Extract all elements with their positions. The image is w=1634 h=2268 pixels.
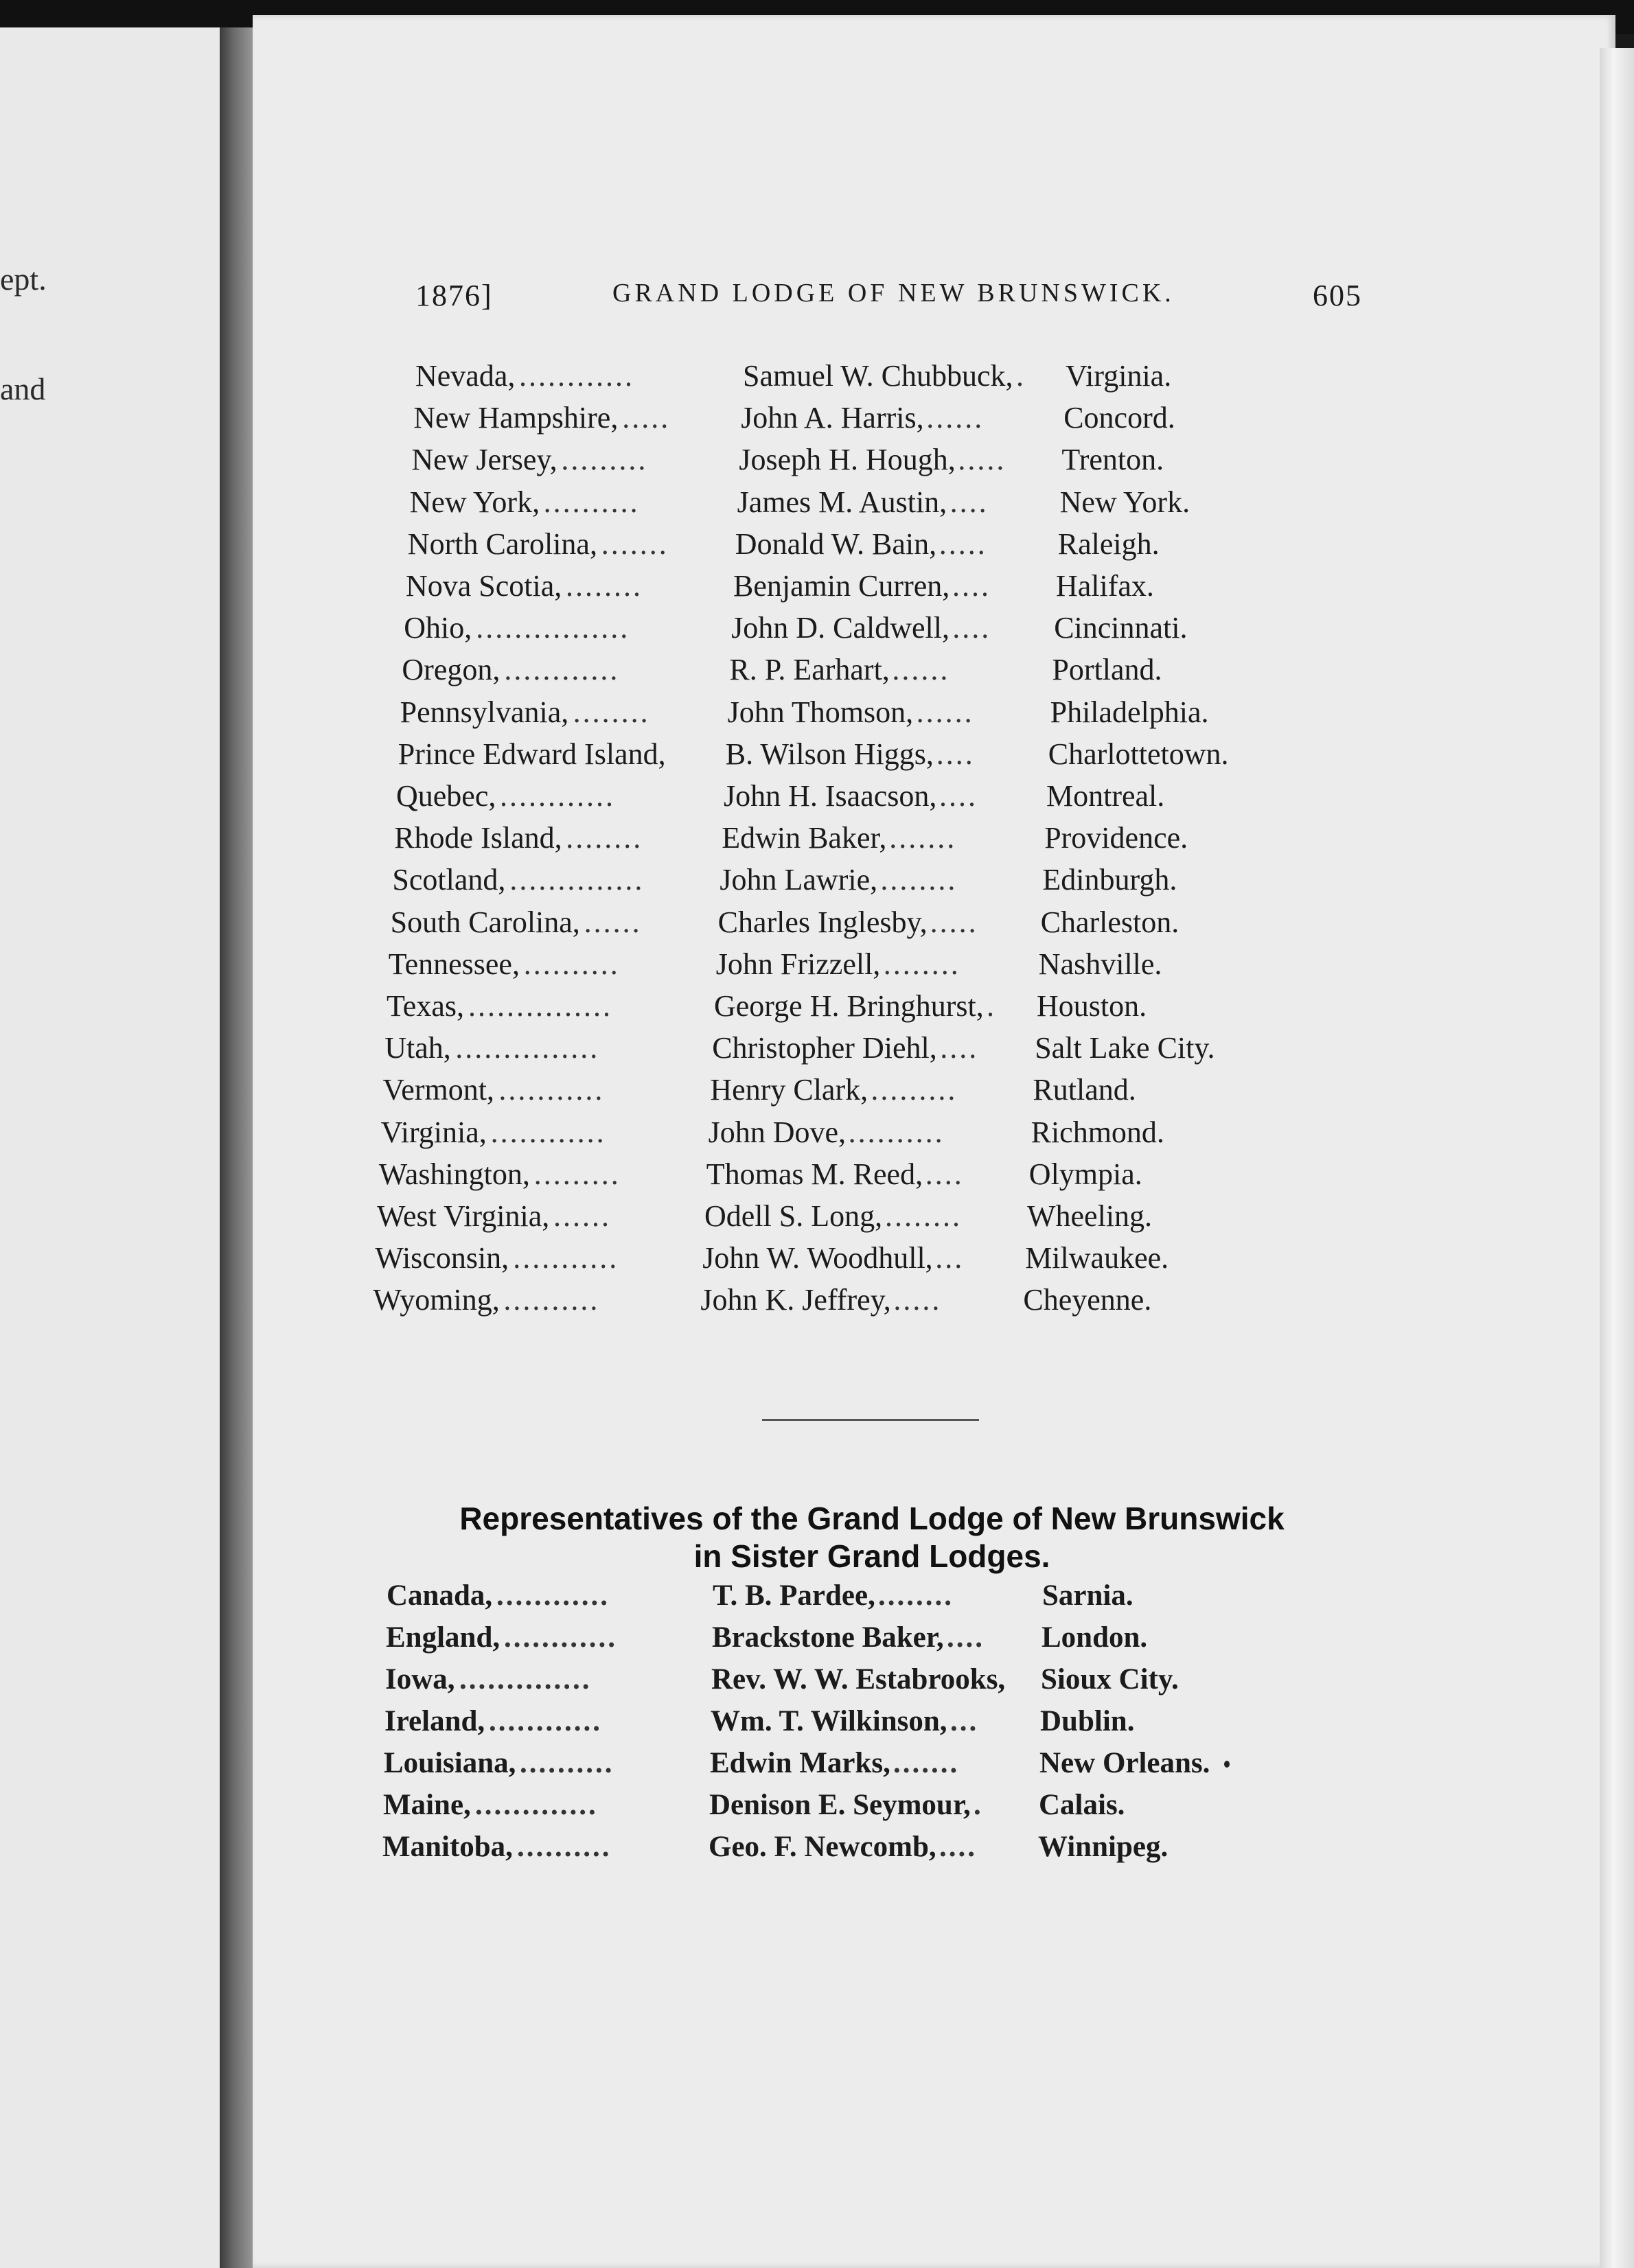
state-name: Vermont, [382, 1073, 494, 1107]
city-name: Rutland. [1033, 1073, 1136, 1107]
list-item [391, 905, 1489, 943]
leader-dots: ................ [476, 611, 630, 645]
leader-dots: ........ [883, 947, 960, 981]
leader-dots: ............ [489, 1705, 602, 1737]
representative-name: Benjamin Curren, [733, 569, 950, 603]
city-name: Montreal. [1046, 779, 1165, 813]
representative-name: John Lawrie, [720, 863, 878, 897]
state-name: Prince Edward Island, [398, 737, 666, 771]
city-name: Halifax. [1056, 569, 1154, 603]
representative-name: Joseph H. Hough, [739, 443, 956, 477]
leader-dots: .... [925, 1157, 964, 1191]
state-name: Texas, [387, 989, 464, 1023]
city-name: Sioux City. [1041, 1663, 1179, 1696]
representative-name: John H. Isaacson, [724, 779, 937, 813]
book-gutter [220, 27, 254, 2268]
list-item [377, 1199, 1475, 1237]
leader-dots: ............... [468, 989, 612, 1023]
representative-name: James M. Austin, [737, 485, 947, 519]
representative-name: George H. Bringhurst, [714, 989, 984, 1023]
leader-dots: ........... [513, 1241, 619, 1275]
city-name: Trenton. [1061, 443, 1164, 477]
leader-dots: ........ [573, 695, 650, 729]
list-item [410, 485, 1508, 523]
leader-dots: .... [952, 569, 991, 603]
list-item [408, 526, 1506, 565]
city-name: Virginia. [1066, 359, 1172, 393]
leader-dots: ......... [871, 1073, 958, 1107]
representative-name: T. B. Pardee, [713, 1579, 875, 1612]
leader-dots: ....... [893, 1747, 960, 1779]
facing-page-edge [0, 27, 220, 2268]
state-name: West Virginia, [377, 1199, 550, 1233]
list-item [411, 442, 1510, 481]
leader-dots: ........... [498, 1073, 605, 1107]
representative-name: John Thomson, [727, 695, 914, 729]
ink-speck [1224, 1761, 1230, 1768]
leader-dots: ........ [566, 569, 643, 603]
list-item [384, 1030, 1483, 1069]
representative-name: John W. Woodhull, [702, 1241, 933, 1275]
city-name: New York. [1059, 485, 1190, 519]
city-name: Portland. [1052, 653, 1162, 687]
representative-name: Denison E. Seymour, [709, 1789, 971, 1821]
section-subtitle: in Sister Grand Lodges. [693, 1538, 1050, 1574]
leader-dots: ..... [622, 401, 671, 435]
city-name: Charlottetown. [1048, 737, 1229, 771]
state-name: New Jersey, [411, 443, 557, 477]
representative-name: Brackstone Baker, [712, 1621, 944, 1654]
representative-name: Thomas M. Reed, [706, 1157, 923, 1191]
leader-dots: ...... [926, 401, 985, 435]
list-item [400, 695, 1499, 733]
state-name: Quebec, [396, 779, 496, 813]
leader-dots: ............ [504, 653, 620, 687]
list-item [394, 820, 1493, 859]
city-name: Wheeling. [1027, 1199, 1153, 1233]
state-name: Wisconsin, [375, 1241, 509, 1275]
representative-name: Samuel W. Chubbuck, [743, 359, 1013, 393]
page-edge-stack [1600, 48, 1634, 2268]
leader-dots: .... [950, 485, 989, 519]
city-name: Concord. [1063, 401, 1175, 435]
representative-name: John Frizzell, [715, 947, 881, 981]
list-item [396, 778, 1495, 817]
leader-dots: ... [935, 1241, 965, 1275]
leader-dots: ............ [490, 1115, 606, 1149]
leader-dots: ............ [504, 1621, 617, 1654]
leader-dots: ..... [958, 443, 1006, 477]
leader-dots: .... [936, 737, 975, 771]
list-item [386, 1621, 1484, 1659]
leader-dots: ............. [475, 1789, 598, 1821]
leader-dots: .... [939, 779, 978, 813]
city-name: Salt Lake City. [1035, 1031, 1215, 1065]
section-divider [762, 1419, 979, 1421]
list-item [373, 1282, 1471, 1321]
representative-name: B. Wilson Higgs, [725, 737, 934, 771]
leader-dots: .......... [503, 1283, 600, 1317]
list-item [382, 1072, 1481, 1111]
leader-dots: .............. [459, 1663, 592, 1696]
leader-dots: .... [947, 1621, 985, 1654]
leader-dots: .... [939, 1831, 977, 1863]
list-item [381, 1115, 1480, 1153]
city-name: Sarnia. [1042, 1579, 1134, 1612]
state-name: North Carolina, [407, 526, 597, 561]
list-item [382, 1830, 1481, 1868]
city-name: Milwaukee. [1025, 1241, 1169, 1275]
leader-dots: ....... [889, 821, 957, 855]
leader-dots: .......... [523, 947, 620, 981]
leader-dots: . [987, 989, 996, 1023]
leader-dots: .......... [543, 485, 640, 519]
list-item [392, 862, 1491, 901]
representative-name: Donald W. Bain, [735, 526, 937, 561]
representative-name: Rev. W. W. Estabrooks, [711, 1663, 1006, 1696]
leader-dots: .......... [517, 1831, 612, 1863]
city-name: Cheyenne. [1023, 1283, 1152, 1317]
representative-name: John K. Jeffrey, [700, 1283, 891, 1317]
leader-dots: ........ [885, 1199, 962, 1233]
leader-dots: .............. [509, 863, 645, 897]
leader-dots: .......... [520, 1747, 614, 1779]
leader-dots: ...... [553, 1199, 611, 1233]
city-name: Cincinnati. [1054, 611, 1188, 645]
state-name: Virginia, [380, 1115, 487, 1149]
representative-name: Geo. F. Newcomb, [709, 1831, 936, 1863]
leader-dots: ............... [455, 1031, 600, 1065]
state-name: South Carolina, [390, 905, 580, 939]
leader-dots: ..... [930, 905, 978, 939]
list-item [406, 568, 1504, 607]
city-name: Dublin. [1040, 1705, 1135, 1737]
state-name: Oregon, [402, 653, 500, 687]
state-name: Ohio, [404, 611, 472, 645]
city-name: Winnipeg. [1038, 1831, 1169, 1863]
leader-dots: ...... [916, 695, 974, 729]
representative-name: Edwin Baker, [722, 821, 887, 855]
state-name: Scotland, [392, 863, 506, 897]
city-name: Philadelphia. [1050, 695, 1209, 729]
representative-name: Odell S. Long, [704, 1199, 883, 1233]
city-name: Richmond. [1031, 1115, 1164, 1149]
list-item [379, 1157, 1477, 1195]
city-name: Charleston. [1040, 905, 1180, 939]
representative-name: John D. Caldwell, [731, 611, 950, 645]
section-title: Representatives of the Grand Lodge of New Brunswick [459, 1501, 1285, 1536]
list-item [389, 947, 1487, 985]
city-name: Providence. [1044, 821, 1188, 855]
state-name: Maine, [383, 1789, 471, 1821]
representative-name: Edwin Marks, [710, 1747, 890, 1779]
state-name: Iowa, [385, 1663, 455, 1696]
facing-page-fragment: ept. [0, 262, 47, 297]
leader-dots: ............ [496, 1579, 610, 1612]
state-name: Tennessee, [388, 947, 520, 981]
list-item [413, 400, 1512, 439]
state-name: Pennsylvania, [400, 695, 569, 729]
list-item [384, 1746, 1482, 1785]
state-name: Nevada, [415, 359, 516, 393]
representative-name: Charles Inglesby, [717, 905, 928, 939]
representative-name: R. P. Earhart, [729, 653, 890, 687]
leader-dots: . [1016, 359, 1026, 393]
list-item [402, 652, 1500, 691]
list-item [387, 988, 1485, 1027]
leader-dots: ....... [601, 526, 669, 561]
leader-dots: . [974, 1789, 983, 1821]
state-name: Wyoming, [373, 1283, 500, 1317]
list-item [415, 358, 1514, 397]
leader-dots: ........ [878, 1579, 954, 1612]
city-name: New Orleans. [1039, 1747, 1210, 1779]
state-name: England, [386, 1621, 500, 1654]
state-name: Canada, [387, 1579, 493, 1612]
page-number: 605 [1313, 279, 1362, 312]
leader-dots: ......... [561, 443, 648, 477]
leader-dots: ............ [519, 359, 634, 393]
representative-name: Henry Clark, [710, 1073, 868, 1107]
representative-name: John Dove, [708, 1115, 847, 1149]
state-name: Utah, [384, 1031, 451, 1065]
leader-dots: .......... [848, 1115, 945, 1149]
running-header-title: GRAND LODGE OF NEW BRUNSWICK. [612, 279, 1175, 308]
list-item [383, 1788, 1482, 1827]
leader-dots: ... [950, 1705, 979, 1737]
leader-dots: ...... [892, 653, 950, 687]
list-item [398, 737, 1497, 775]
state-name: New York, [409, 485, 540, 519]
state-name: Nova Scotia, [406, 569, 562, 603]
representative-name: Wm. T. Wilkinson, [711, 1705, 947, 1737]
leader-dots: .... [940, 1031, 979, 1065]
leader-dots: ......... [533, 1157, 621, 1191]
state-name: Manitoba, [382, 1831, 513, 1863]
list-item [384, 1704, 1483, 1743]
city-name: Olympia. [1028, 1157, 1142, 1191]
list-item [404, 610, 1502, 649]
city-name: Raleigh. [1057, 526, 1160, 561]
state-name: New Hampshire, [413, 401, 619, 435]
city-name: London. [1042, 1621, 1148, 1654]
leader-dots: ..... [893, 1283, 942, 1317]
leader-dots: ........ [566, 821, 643, 855]
state-name: Ireland, [384, 1705, 485, 1737]
representative-name: Christopher Diehl, [712, 1031, 937, 1065]
leader-dots: ........ [880, 863, 958, 897]
leader-dots: .... [952, 611, 991, 645]
list-item [375, 1240, 1473, 1279]
facing-page-fragment: and [0, 371, 46, 406]
city-name: Nashville. [1038, 947, 1162, 981]
city-name: Edinburgh. [1042, 863, 1177, 897]
running-header-year: 1876] [415, 279, 493, 312]
city-name: Houston. [1037, 989, 1147, 1023]
representative-name: John A. Harris, [741, 401, 924, 435]
leader-dots: ..... [939, 526, 987, 561]
list-item [385, 1663, 1484, 1701]
leader-dots: ...... [584, 905, 642, 939]
state-name: Rhode Island, [394, 821, 562, 855]
city-name: Calais. [1039, 1789, 1125, 1821]
leader-dots: ............ [500, 779, 615, 813]
list-item [387, 1579, 1485, 1617]
state-name: Washington, [378, 1157, 530, 1191]
state-name: Louisiana, [384, 1747, 516, 1779]
